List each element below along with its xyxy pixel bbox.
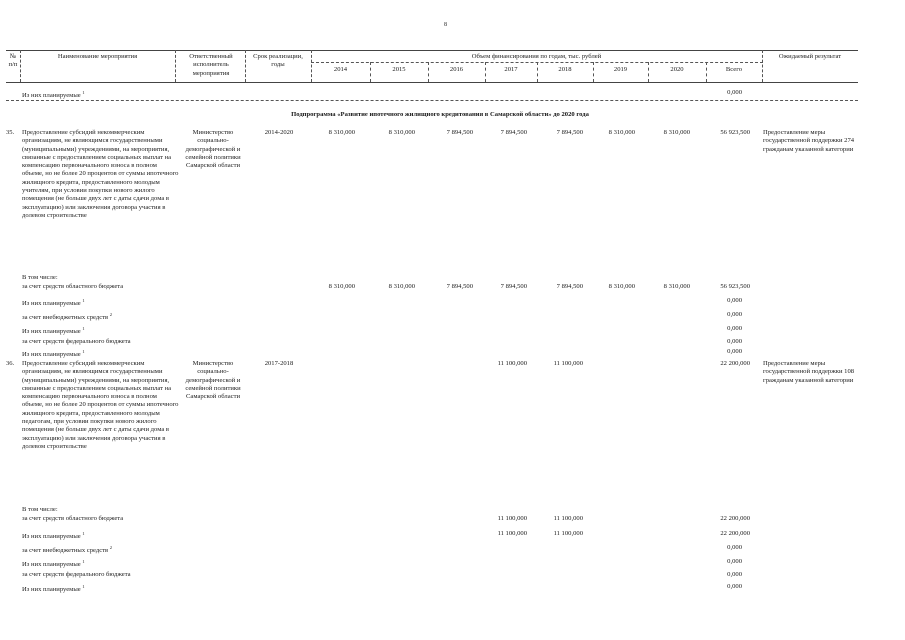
subrow-label: за счет средств федерального бюджета (22, 571, 131, 578)
item-executor: Министерство социально-демографической и семейной политики Самарской области (185, 360, 241, 401)
item-name: Предоставление субсидий некоммерческим организациям, не являющимся государственными (муниципальными) учреждениями, на мероприятия, связанные с предоставлением социальных выплат на компенсацию первоначального взноса в полном объеме, но не более 20 процентов от суммы ипотечного жилищного кредита, предоставленного молодым педагогам, при условии покупки нового жилого помещения (не больше двух лет с даты сдачи дома в эксплуатацию) или заключения договора участия в долевом строительстве (22, 360, 179, 450)
subrow-total: 0,000 (727, 311, 742, 318)
header-year: 2014 (333, 66, 348, 73)
item-value: 8 310,000 (663, 129, 690, 136)
item-executor: Министерство социально-демографической и семейной политики Самарской области (185, 129, 241, 170)
subrow-value: 8 310,000 (388, 283, 415, 290)
subrow-label: за счет внебюджетных средств $^2$ (22, 545, 113, 554)
header-year: 2016 (449, 66, 464, 73)
header-year: 2019 (613, 66, 628, 73)
subrow-total: 22 200,000 (720, 530, 750, 537)
item-name: Предоставление субсидий некоммерческим организациям, не являющимся государственными (муниципальными) учреждениями, на мероприятия, связанные с предоставлением социальных выплат на компенсацию первоначального взноса в полном объеме, но не более 20 процентов от суммы ипотечного жилищного кредита, предоставленного молодым учителям, при условии покупки нового жилого помещения (не больше двух лет с даты сдачи дома в эксплуатацию) или заключения договора участия в долевом строительстве (22, 129, 179, 219)
subrow-label: Из них планируемые $^1$ (22, 298, 85, 307)
header-name: Наименование мероприятия (57, 53, 138, 60)
header-year: Всего (725, 66, 743, 73)
subrow-value: 7 894,500 (556, 283, 583, 290)
item-value: 11 100,000 (553, 360, 583, 367)
header-funding: Объем финансирования по годам, тыс. рублей (471, 53, 602, 60)
item-number: 36. (6, 360, 15, 367)
page-number: 8 (444, 22, 447, 28)
subrow-value: 8 310,000 (608, 283, 635, 290)
item-value: 7 894,500 (446, 129, 473, 136)
item-value: 8 310,000 (328, 129, 355, 136)
subrow-value: 11 100,000 (497, 530, 527, 537)
item-total: 22 200,000 (720, 360, 750, 367)
subrow-label: за счет средств областного бюджета (22, 283, 124, 290)
header-year: 2015 (392, 66, 406, 73)
in-that-label: В том числе: (22, 506, 58, 513)
subprogram-title: Подпрограмма «Развитие ипотечного жилищного кредитования в Самарской области» до 2020 года (291, 111, 589, 118)
item-period: 2017-2018 (264, 360, 294, 367)
subrow-total: 0,000 (727, 583, 742, 590)
row-rule (6, 100, 858, 101)
subrow-total: 0,000 (727, 325, 742, 332)
subrow-total: 0,000 (727, 571, 742, 578)
subrow-total: 22 200,000 (720, 515, 750, 522)
col-rule (175, 50, 176, 82)
item-value: 7 894,500 (556, 129, 583, 136)
subrow-label: Из них планируемые $^1$ (22, 559, 85, 568)
in-that-label: В том числе: (22, 274, 58, 281)
header-year: 2017 (504, 66, 518, 73)
planned-row-total: 0,000 (727, 89, 742, 96)
item-result: Предоставление меры государственной поддержки 108 гражданам указанной категории (763, 360, 855, 384)
item-result: Предоставление меры государственной поддержки 274 гражданам указанной категории (763, 129, 855, 153)
subrow-value: 11 100,000 (497, 515, 527, 522)
subrow-label: Из них планируемые $^1$ (22, 326, 85, 335)
subrow-label: Из них планируемые $^1$ (22, 531, 85, 540)
subrow-label: за счет внебюджетных средств $^2$ (22, 312, 113, 321)
header-year: 2018 (558, 66, 572, 73)
planned-row-label: Из них планируемые $^1$ (22, 90, 85, 99)
subrow-value: 11 100,000 (553, 515, 583, 522)
subrow-value: 7 894,500 (500, 283, 527, 290)
subrow-label: за счет средств областного бюджета (22, 515, 124, 522)
header-bottom-rule (6, 82, 858, 83)
header-executor: Ответственный исполнитель мероприятия (189, 53, 233, 77)
subrow-total: 0,000 (727, 338, 742, 345)
subrow-total: 56 923,500 (720, 283, 750, 290)
subrow-label: Из них планируемые $^1$ (22, 349, 85, 358)
header-period: Срок реализации, годы (253, 53, 303, 69)
item-value: 7 894,500 (500, 129, 527, 136)
header-year: 2020 (670, 66, 684, 73)
subrow-value: 11 100,000 (553, 530, 583, 537)
subrow-label: Из них планируемые $^1$ (22, 584, 85, 593)
subrow-total: 0,000 (727, 558, 742, 565)
item-value: 8 310,000 (388, 129, 415, 136)
subrow-value: 8 310,000 (328, 283, 355, 290)
header-result: Ожидаемый результат (778, 53, 842, 60)
subrow-total: 0,000 (727, 297, 742, 304)
subrow-total: 0,000 (727, 544, 742, 551)
header-num: № п/п (8, 53, 18, 69)
item-number: 35. (6, 129, 15, 136)
header-top-rule (6, 50, 858, 51)
item-value: 11 100,000 (497, 360, 527, 367)
subrow-label: за счет средств федерального бюджета (22, 338, 131, 345)
item-total: 56 923,500 (720, 129, 750, 136)
item-value: 8 310,000 (608, 129, 635, 136)
item-period: 2014-2020 (264, 129, 294, 136)
subrow-value: 8 310,000 (663, 283, 690, 290)
subrow-total: 0,000 (727, 348, 742, 355)
subrow-value: 7 894,500 (446, 283, 473, 290)
